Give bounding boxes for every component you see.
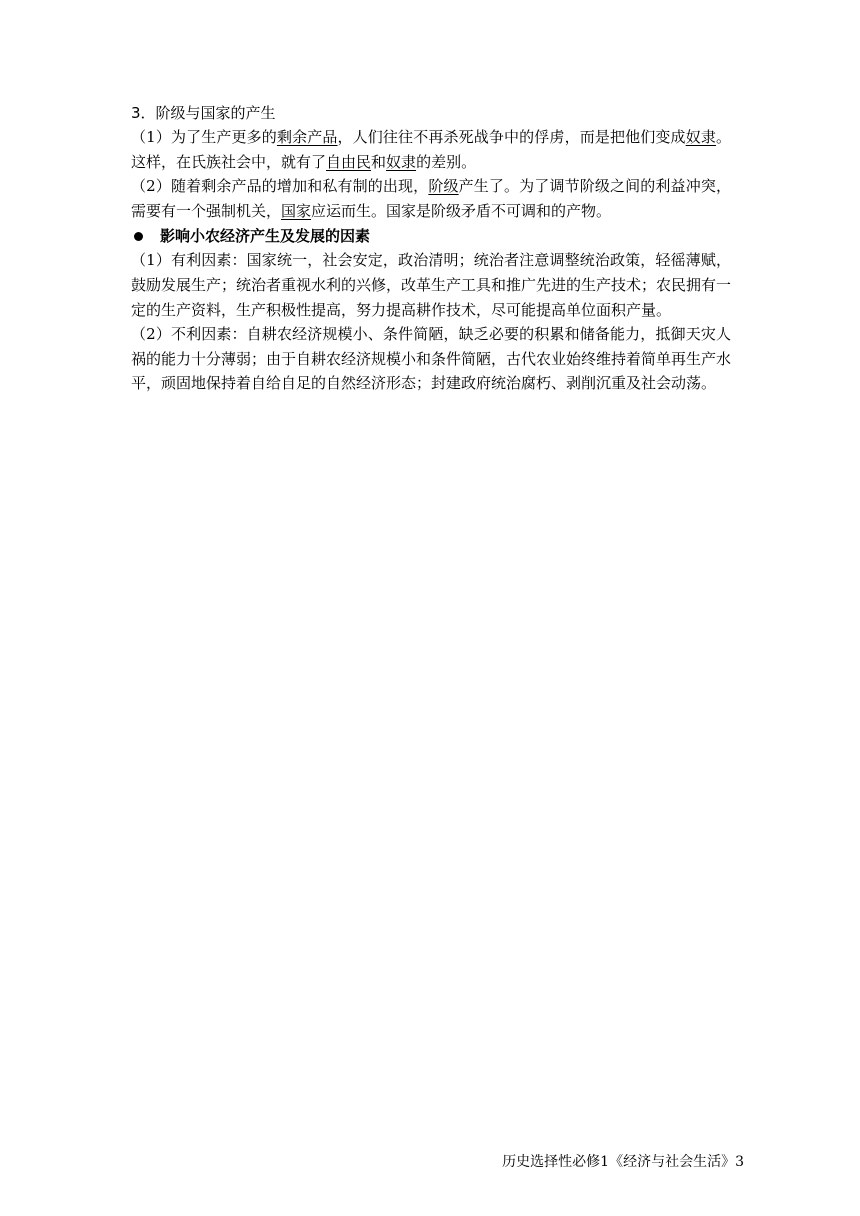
page-footer: 历史选择性必修1《经济与社会生活》3 <box>502 1154 744 1170</box>
factors-heading-row <box>131 224 731 248</box>
term-class: 阶级 <box>428 177 459 196</box>
factors-heading: 影响小农经济产生及发展的因素 <box>160 227 371 246</box>
term-freeman: 自由民 <box>326 152 372 171</box>
paragraph-favorable-factors: （1）有利因素：国家统一，社会安定，政治清明；统治者注意调整统治政策，轻徭薄赋，鼓励发展生产；统治者重视水利的兴修，改革生产工具和推广先进的生产技术；农民拥有一定的生产资料，生产积极性提高，努力提高耕作技术，尽可能提高单位面积产量。 <box>131 251 732 319</box>
paragraph-class-and-state <box>131 174 731 223</box>
bullet-dot-icon <box>134 232 143 241</box>
term-slave: 奴隶 <box>685 128 716 146</box>
term-slave-2: 奴隶 <box>386 152 417 171</box>
paragraph-surplus-products <box>131 125 731 174</box>
section-heading-class-and-state: 3．阶级与国家的产生 <box>131 104 276 122</box>
text-run: 的差别。 <box>416 152 477 171</box>
text-run: 。这样，在氏族社会中，就有了 <box>131 128 731 171</box>
text-run: ，人们往往不再杀死战争中的俘虏，而是把他们变成 <box>337 128 686 146</box>
text-run: （1）为了生产更多的 <box>131 128 277 146</box>
text-run: 产生了。为了调节阶级之间的利益冲突，需要有一个强制机关， <box>131 177 731 220</box>
text-run: 应运而生。国家是阶级矛盾不可调和的产物。 <box>311 201 612 220</box>
text-run: 和 <box>371 152 387 171</box>
page-content <box>131 101 731 396</box>
text-run: （2）随着剩余产品的增加和私有制的出现， <box>131 177 429 196</box>
paragraph-unfavorable-factors: （2）不利因素：自耕农经济规模小、条件简陋，缺乏必要的积累和储备能力，抵御天灾人祸的能力十分薄弱；由于自耕农经济规模小和条件简陋，古代农业始终维持着简单再生产水平，顽固地保持着自给自足的自然经济形态；封建政府统治腐朽、剥削沉重及社会动荡。 <box>131 325 732 393</box>
term-surplus-products: 剩余产品 <box>276 128 338 146</box>
term-state: 国家 <box>281 201 312 220</box>
